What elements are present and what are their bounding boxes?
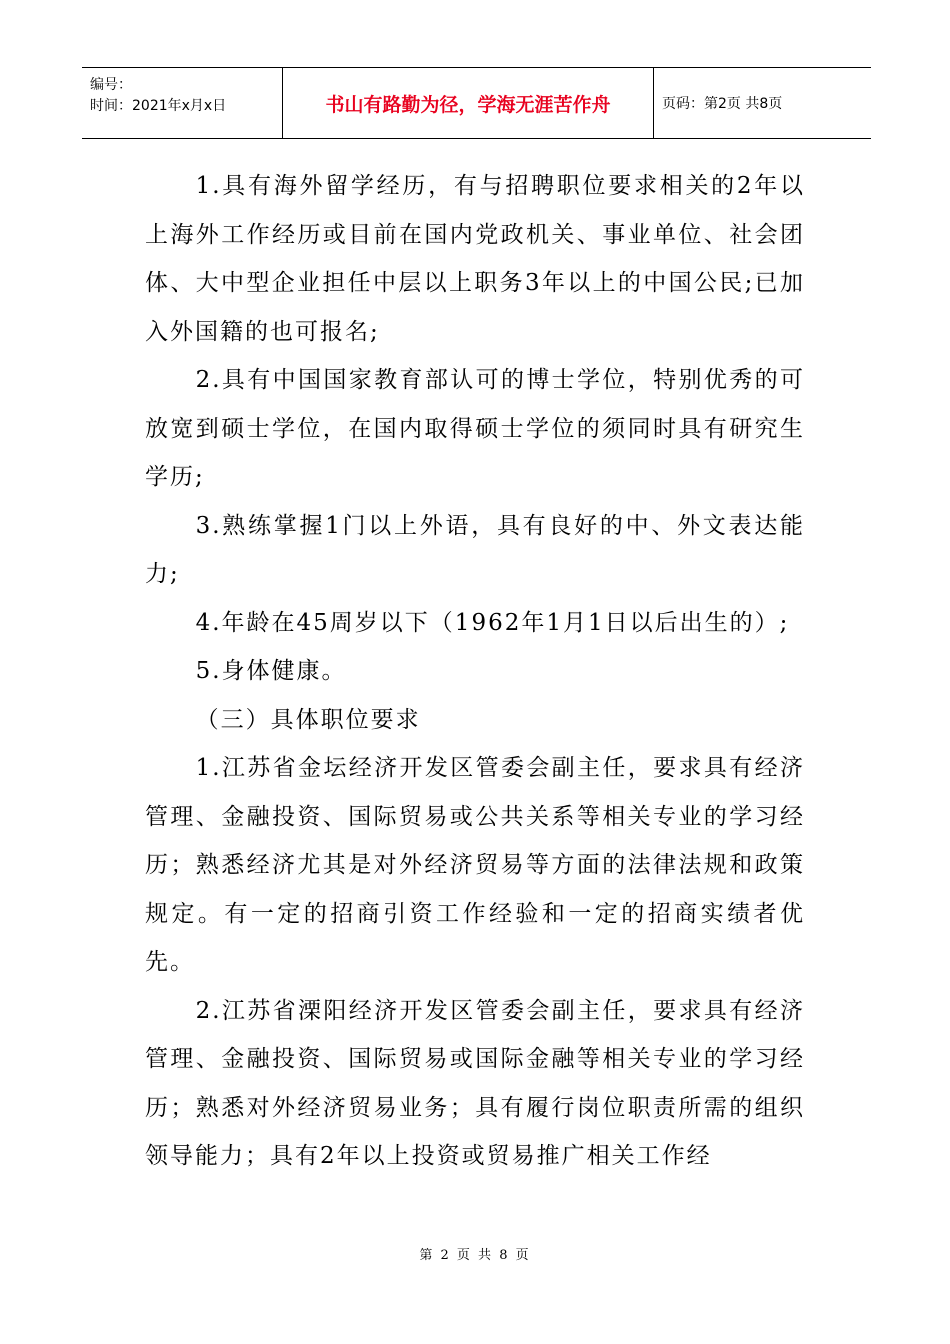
paragraph: 5.身体健康。 bbox=[195, 658, 347, 684]
header-motto: 书山有路勤为径，学海无涯苦作舟 bbox=[283, 68, 654, 138]
page-header bbox=[82, 67, 871, 139]
page-footer: 第 2 页 共 8 页 bbox=[419, 1248, 531, 1263]
header-meta bbox=[82, 68, 283, 138]
paragraph: 2.江苏省溧阳经济开发区管委会副主任，要求具有经济管理、金融投资、国际贸易或国际金融等相关专业的学习经历；熟悉对外经济贸易业务；具有履行岗位职责所需的组织领导能力；具有2年以上投资或贸易推广相关工作经 bbox=[145, 997, 805, 1169]
document-time-label: 时间：2021年x月x日 bbox=[90, 98, 227, 114]
section-heading: （三）具体职位要求 bbox=[195, 706, 421, 733]
header-page-info: 页码：第2页 共8页 bbox=[662, 96, 783, 112]
paragraph: 1.具有海外留学经历，有与招聘职位要求相关的2年以上海外工作经历或目前在国内党政机关、事业单位、社会团体、大中型企业担任中层以上职务3年以上的中国公民;已加入外国籍的也可报名; bbox=[145, 173, 805, 345]
document-body bbox=[145, 162, 805, 1181]
document-number-label: 编号： bbox=[90, 77, 132, 93]
paragraph: 4.年龄在45周岁以下（1962年1月1日以后出生的）; bbox=[195, 609, 790, 636]
paragraph: 1.江苏省金坛经济开发区管委会副主任，要求具有经济管理、金融投资、国际贸易或公共关系等相关专业的学习经历；熟悉经济尤其是对外经济贸易等方面的法律法规和政策规定。有一定的招商引资工作经验和一定的招商实绩者优先。 bbox=[145, 755, 805, 975]
paragraph: 2.具有中国国家教育部认可的博士学位，特别优秀的可放宽到硕士学位，在国内取得硕士学位的须同时具有研究生学历; bbox=[145, 367, 805, 490]
paragraph: 3.熟练掌握1门以上外语，具有良好的中、外文表达能力; bbox=[145, 512, 805, 587]
